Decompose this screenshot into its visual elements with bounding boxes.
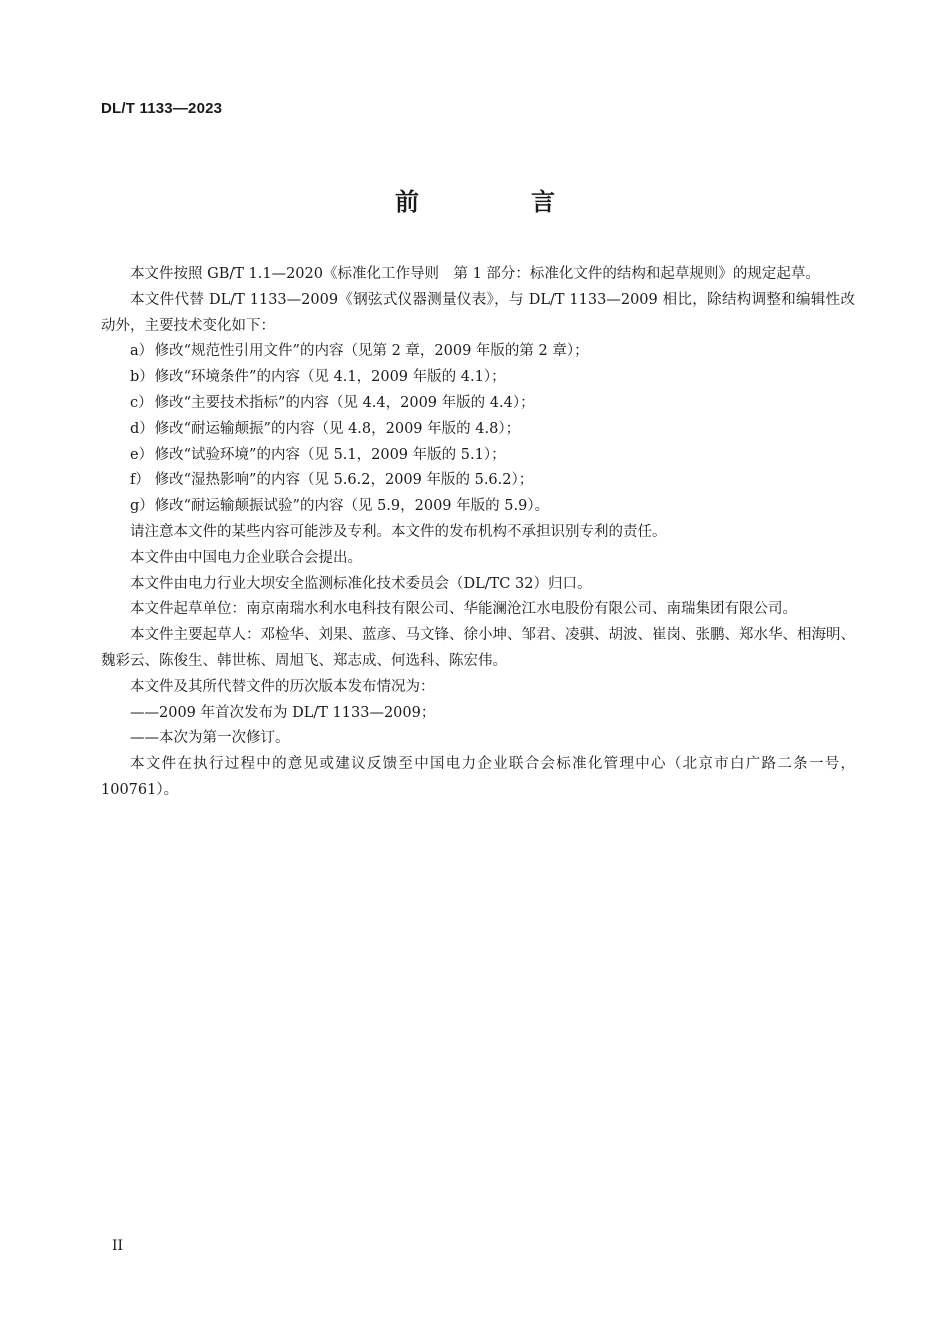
history-item-first-edition: ——2009 年首次发布为 DL/T 1133—2009； (130, 704, 436, 721)
paragraph-proposer: 本文件由中国电力企业联合会提出。 (130, 549, 362, 566)
paragraph-patent-notice: 请注意本文件的某些内容可能涉及专利。本文件的发布机构不承担识别专利的责任。 (130, 523, 667, 540)
change-item-e (101, 443, 855, 469)
change-item-g (101, 494, 855, 520)
list-item-text: 修改“试验环境”的内容（见 5.1，2009 年版的 5.1）； (154, 446, 506, 463)
paragraph-responsible-committee: 本文件由电力行业大坝安全监测标准化技术委员会（DL/TC 32）归口。 (130, 575, 592, 592)
list-item-text: 修改“湿热影响”的内容（见 5.6.2，2009 年版的 5.6.2）； (154, 472, 534, 489)
change-item-d (101, 417, 855, 443)
list-marker: f） (130, 472, 150, 489)
standard-number-header: DL/T 1133—2023 (101, 100, 223, 117)
list-marker: b） (130, 369, 154, 386)
change-item-a (101, 339, 855, 365)
change-item-b (101, 365, 855, 391)
list-marker: g） (130, 498, 154, 515)
list-item-text: 修改“环境条件”的内容（见 4.1，2009 年版的 4.1）； (154, 369, 506, 386)
list-marker: e） (130, 446, 154, 463)
paragraph-drafting-units: 本文件起草单位：南京南瑞水利水电科技有限公司、华能澜沧江水电股份有限公司、南瑞集团有限公司。 (130, 601, 797, 618)
list-marker: d） (130, 420, 154, 437)
paragraph-replacement: 本文件代替 DL/T 1133—2009《钢弦式仪器测量仪表》，与 DL/T 1133—2009 相比，除结构调整和编辑性改动外，主要技术变化如下： (101, 291, 855, 334)
list-item-text: 修改“主要技术指标”的内容（见 4.4，2009 年版的 4.4）； (154, 394, 535, 411)
change-item-f (101, 468, 855, 494)
list-marker: c） (130, 394, 153, 411)
list-item-text: 修改“规范性引用文件”的内容（见第 2 章，2009 年版的第 2 章）； (154, 343, 589, 360)
page-title: 前 言 (395, 188, 599, 216)
list-item-text: 修改“耐运输颠振”的内容（见 4.8，2009 年版的 4.8）； (154, 420, 521, 437)
list-item-text: 修改“耐运输颠振试验”的内容（见 5.9，2009 年版的 5.9）。 (154, 498, 550, 515)
paragraph-version-history: 本文件及其所代替文件的历次版本发布情况为： (130, 678, 435, 695)
history-item-revision: ——本次为第一次修订。 (130, 730, 290, 747)
paragraph-drafters: 本文件主要起草人：邓检华、刘果、蓝彦、马文锋、徐小坤、邹君、凌骐、胡波、崔岗、张鹏、郑水华、相海明、魏彩云、陈俊生、韩世栋、周旭飞、郑志成、何选科、陈宏伟。 (101, 627, 855, 669)
page-number: II (112, 1238, 124, 1254)
list-marker: a） (130, 343, 154, 360)
foreword-body (101, 262, 855, 804)
change-item-c (101, 391, 855, 417)
paragraph-feedback: 本文件在执行过程中的意见或建议反馈至中国电力企业联合会标准化管理中心（北京市白广路二条一号，100761）。 (101, 756, 855, 798)
paragraph-drafting-rules: 本文件按照 GB/T 1.1—2020《标准化工作导则 第 1 部分：标准化文件的结构和起草规则》的规定起草。 (130, 266, 820, 282)
